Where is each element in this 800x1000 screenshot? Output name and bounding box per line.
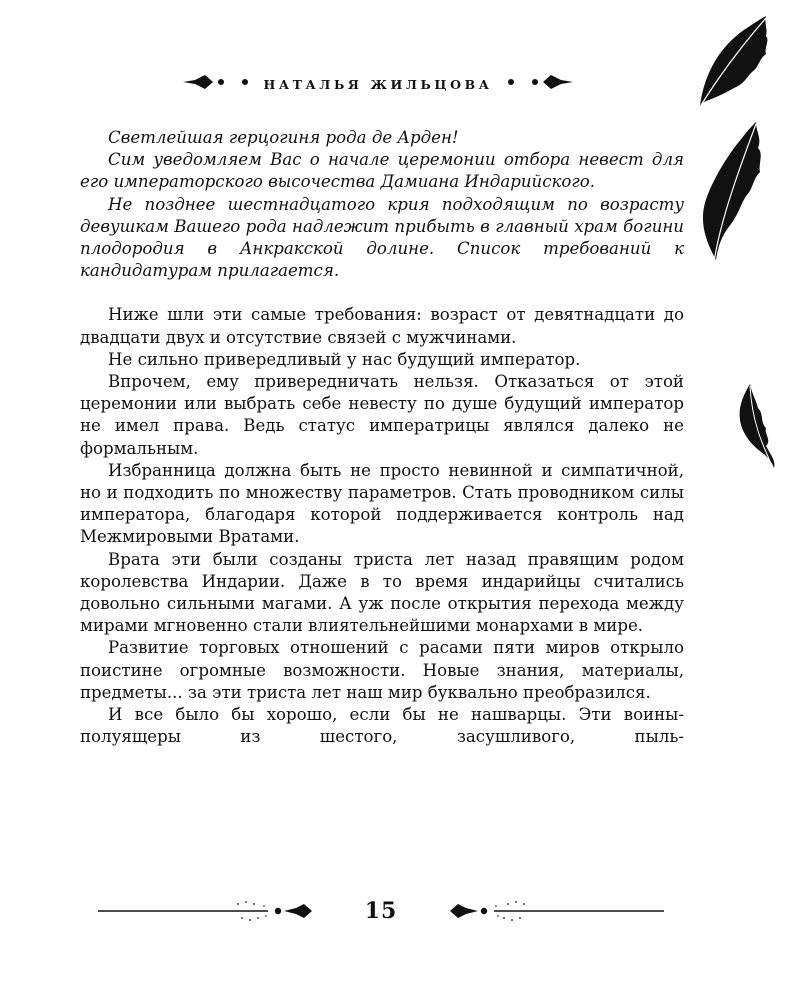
page-footer [98,896,664,926]
body-paragraph: И все было бы хорошо, если бы не нашварцы. Эти воины-полуящеры из шестого, засушливого, пыль- [80,705,684,747]
body-paragraph: Развитие торговых отношений с расами пяти миров открыло поистине огромные возможности. Новые знания, материалы, предметы... за эти триста лет наш мир буквально преобразился. [80,638,684,702]
body-paragraph: Избранница должна быть не просто невинной и симпатичной, но и подходить по множеству параметров. Стать проводником силы императора, благодаря которой поддерживается контроль над Межмировыми Вратами. [80,460,684,547]
body-paragraph: Не сильно привередливый у нас будущий император. [108,349,581,369]
letter-paragraph: Сим уведомляем Вас о начале церемонии отбора невест для его императорского высочества Дамиана Индарийского. [80,150,684,192]
running-head [168,74,588,94]
letter-paragraph: Не позднее шестнадцатого крия подходящим по возрасту девушкам Вашего рода надлежит прибыть в главный храм богини плодородия в Анкракской долине. Список требований к кандидатурам прилагается. [80,194,684,281]
body-paragraph: Ниже шли эти самые требования: возраст от девятнадцати до двадцати двух и отсутствие связей с мужчинами. [80,305,684,347]
body-paragraph: Врата эти были созданы триста лет назад правящим родом королевства Индарии. Даже в то время индарийцы считались довольно сильными магами. А уж после открытия перехода между мирами мгновенно стали влиятельнейшими монархами в мире. [80,549,684,636]
section-gap [80,282,684,304]
diamond-dot-ornament-icon [503,74,573,94]
black-feather-icon [736,384,776,470]
page-body [80,127,684,748]
body-paragraph: Впрочем, ему привередничать нельзя. Отказаться от этой церемонии или выбрать себе невесту по душе будущий император не имел права. Ведь статус императрицы являлся далеко не формальным. [80,372,684,458]
black-feather-icon [694,14,774,110]
page-number: 15 [364,898,398,924]
author-name: НАТАЛЬЯ ЖИЛЬЦОВА [263,76,493,92]
letter-greeting: Светлейшая герцогиня рода де Арден! [108,128,459,147]
diamond-dot-ornament-icon [183,74,253,94]
black-feather-icon [694,122,772,262]
letter-block [80,127,684,282]
